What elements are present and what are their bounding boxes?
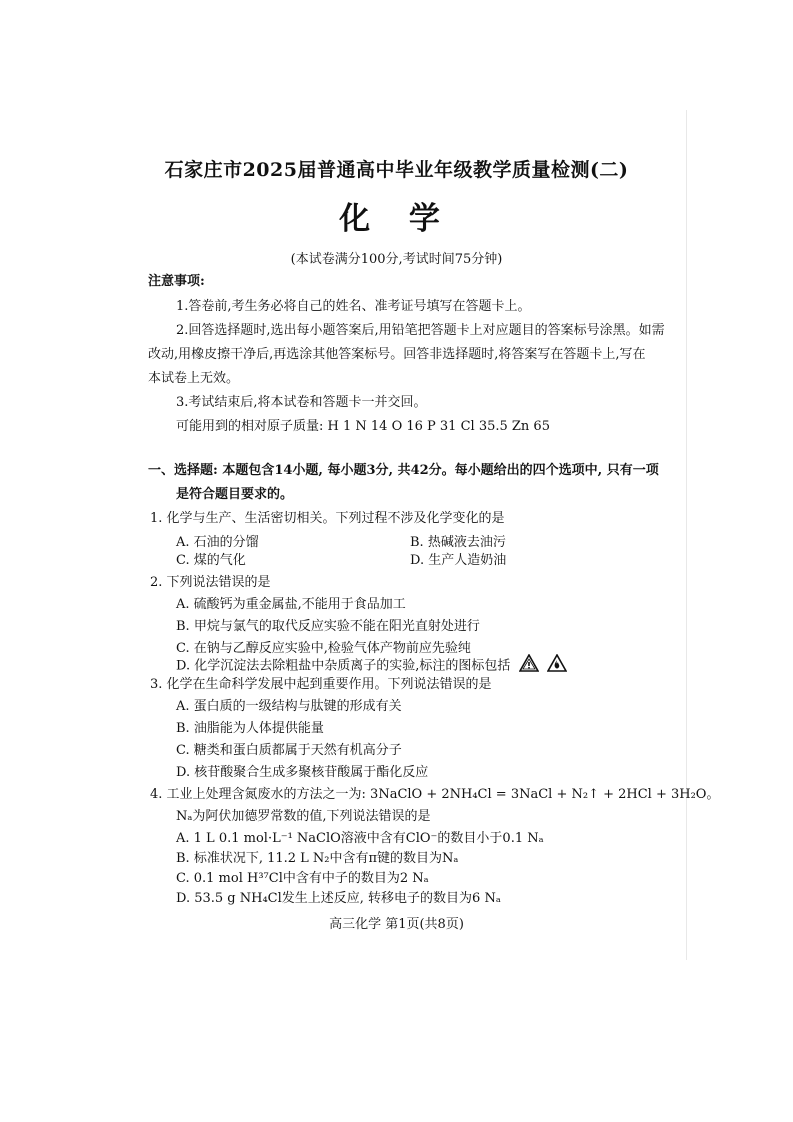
option-b: B. 甲烷与氯气的取代反应实验不能在阳光直射处进行 <box>176 619 480 634</box>
option-d: D. 生产人造奶油 <box>410 553 507 568</box>
notice-item: 改动,用橡皮擦干净后,再选涂其他答案标号。回答非选择题时,将答案写在答题卡上,写在 <box>148 347 646 362</box>
question-stem: 1. 化学与生产、生活密切相关。下列过程不涉及化学变化的是 <box>150 511 505 526</box>
option-c: C. 0.1 mol H³⁷Cl中含有中子的数目为2 Nₐ <box>176 871 429 886</box>
question-stem: 4. 工业上处理含氮废水的方法之一为: 3NaClO + 2NH₄Cl = 3NaCl + N₂↑ + 2HCl + 3H₂O。 <box>150 787 720 802</box>
option-b: B. 热碱液去油污 <box>410 535 506 550</box>
notice-item: 3.考试结束后,将本试卷和答题卡一并交回。 <box>176 395 427 410</box>
option-d-row <box>176 654 567 678</box>
notice-item: 1.答卷前,考生务必将自己的姓名、准考证号填写在答题卡上。 <box>176 299 531 314</box>
option-a: A. 1 L 0.1 mol·L⁻¹ NaClO溶液中含有ClO⁻的数目小于0.1 Nₐ <box>176 831 544 846</box>
option-c: C. 糖类和蛋白质都属于天然有机高分子 <box>176 743 402 758</box>
question-stem: 2. 下列说法错误的是 <box>150 575 271 590</box>
option-a: A. 石油的分馏 <box>176 535 259 550</box>
warning-triangle-icon <box>519 654 539 678</box>
option-d: D. 化学沉淀法去除粗盐中杂质离子的实验,标注的图标包括 <box>176 658 511 674</box>
exam-title: 石家庄市2025届普通高中毕业年级教学质量检测(二) <box>164 159 629 181</box>
subject-title: 化 学 <box>339 201 454 237</box>
section-heading-cont: 是符合题目要求的。 <box>176 487 294 502</box>
notice-heading: 注意事项: <box>148 274 205 289</box>
exam-meta: (本试卷满分100分,考试时间75分钟) <box>290 252 503 267</box>
flammable-icon <box>547 654 567 678</box>
question-stem: 3. 化学在生命科学发展中起到重要作用。下列说法错误的是 <box>150 677 492 692</box>
option-d: D. 核苷酸聚合生成多聚核苷酸属于酯化反应 <box>176 765 429 780</box>
section-heading: 一、选择题: 本题包含14小题, 每小题3分, 共42分。每小题给出的四个选项中, 只有一项 <box>148 463 659 478</box>
notice-item: 本试卷上无效。 <box>148 371 240 386</box>
notice-item: 2.回答选择题时,选出每小题答案后,用铅笔把答题卡上对应题目的答案标号涂黑。如需 <box>176 323 665 338</box>
atomic-mass-line: 可能用到的相对原子质量: H 1 N 14 O 16 P 31 Cl 35.5 Zn 65 <box>176 419 550 434</box>
page-footer: 高三化学 第1页(共8页) <box>329 917 464 932</box>
option-c: C. 在钠与乙醇反应实验中,检验气体产物前应先验纯 <box>176 641 471 656</box>
option-b: B. 油脂能为人体提供能量 <box>176 721 324 736</box>
option-a: A. 硫酸钙为重金属盐,不能用于食品加工 <box>176 597 406 612</box>
option-b: B. 标准状况下, 11.2 L N₂中含有π键的数目为Nₐ <box>176 851 459 866</box>
option-c: C. 煤的气化 <box>176 553 246 568</box>
question-stem-cont: Nₐ为阿伏加德罗常数的值,下列说法错误的是 <box>176 809 431 824</box>
option-d: D. 53.5 g NH₄Cl发生上述反应, 转移电子的数目为6 Nₐ <box>176 891 501 906</box>
option-a: A. 蛋白质的一级结构与肽键的形成有关 <box>176 699 402 714</box>
